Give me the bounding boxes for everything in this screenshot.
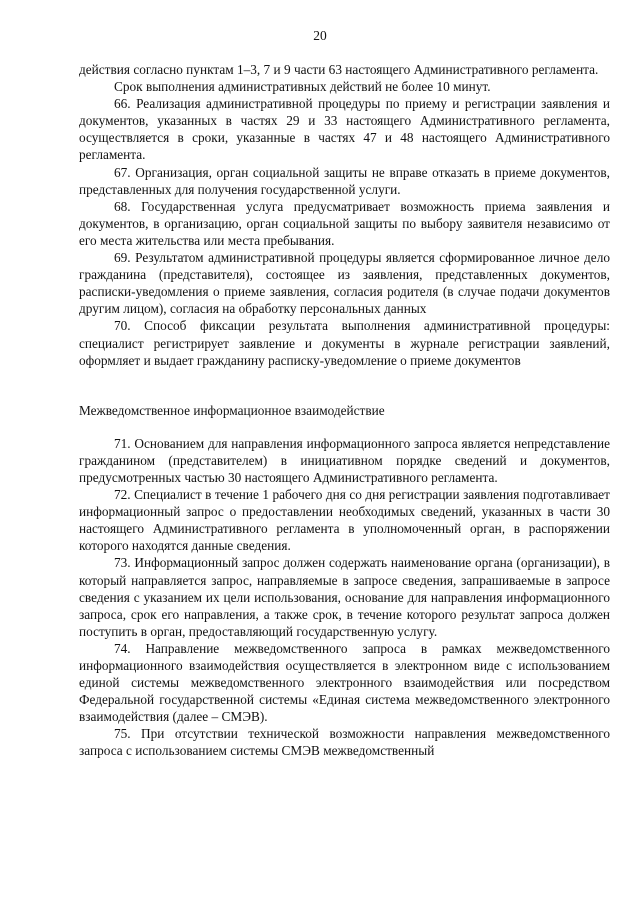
paragraph-66: 66. Реализация административной процедуры по приему и регистрации заявления и документов, указанных в частях 29 и 33 настоящего Административного регламента, осуществляется в сроки, указанные в частях 47 и 48 настоящего Административного регламента.: [79, 96, 610, 163]
paragraph-75: 75. При отсутствии технической возможности направления межведомственного запроса с использованием системы СМЭВ межведомственный: [79, 726, 610, 759]
document-body: [79, 61, 610, 760]
paragraph-74: 74. Направление межведомственного запроса в рамках межведомственного информационного взаимодействия осуществляется в электронном виде с использованием единой системы межведомственного электронного взаимодействия или посредством Федеральной государственной системы «Единая система межведомственного электронного взаимодействия (далее – СМЭВ).: [79, 640, 610, 725]
paragraph-continuation: действия согласно пунктам 1–3, 7 и 9 части 63 настоящего Административного регламента.: [79, 62, 599, 77]
paragraph-69: 69. Результатом административной процедуры является сформированное личное дело гражданина (представителя), состоящее из заявления, представленных документов, расписки-уведомления о приеме заявления, согласия родителя (в случае подачи документов другим лицом), согласия на обработку персональных данных: [79, 250, 610, 317]
page-number: 20: [313, 28, 327, 43]
paragraph-68: 68. Государственная услуга предусматривает возможность приема заявления и документов, в организацию, орган социальной защиты по выбору заявителя независимо от его места жительства или места пребывания.: [79, 198, 610, 248]
paragraph-deadline: Срок выполнения административных действий не более 10 минут.: [114, 79, 491, 95]
paragraph-73: 73. Информационный запрос должен содержать наименование органа (организации), в который направляется запрос, направляемые в запросе сведения, запрашиваемые в запросе сведения с указанием их цели использования, основание для направления информационного запроса, срок его направления, а также срок, в течение которого результат запроса должен поступить в орган, предоставляющий государственную услугу.: [79, 555, 610, 639]
section-title: Межведомственное информационное взаимодействие: [79, 402, 385, 418]
paragraph-72: 72. Специалист в течение 1 рабочего дня со дня регистрации заявления подготавливает информационный запрос о предоставлении необходимых сведений, указанных в части 30 настоящего Административного регламента в уполномоченный орган, в распоряжении которого находятся данные сведения.: [79, 487, 610, 554]
paragraph-67: 67. Организация, орган социальной защиты не вправе отказать в приеме документов, представленных для получения государственной услуги.: [79, 164, 610, 197]
paragraph-70: 70. Способ фиксации результата выполнения административной процедуры: специалист регистрирует заявление и документы в журнале регистрации заявлений, оформляет и выдает гражданину расписку-уведомление о приеме документов: [79, 318, 610, 368]
paragraph-71: 71. Основанием для направления информационного запроса является непредставление гражданином (представителем) в инициативном порядке сведений и документов, предусмотренных частью 30 настоящего Административного регламента.: [79, 435, 610, 485]
